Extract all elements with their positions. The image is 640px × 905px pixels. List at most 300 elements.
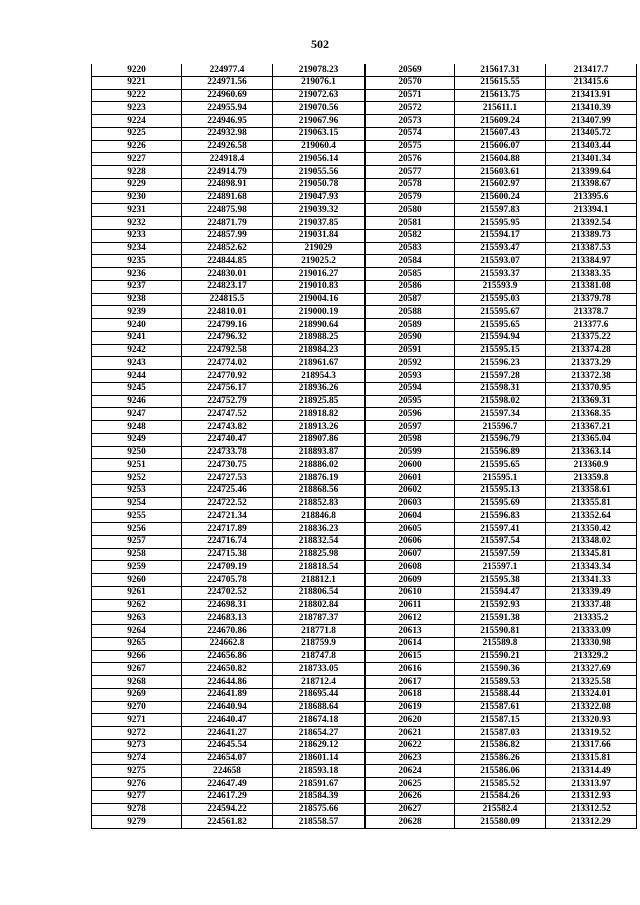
- table-row: [92, 790, 637, 803]
- cell-coord-a-right: 215597.28: [455, 370, 546, 383]
- cell-coord-a-right: 215595.15: [455, 344, 546, 357]
- cell-point-id-left: 9278: [92, 803, 182, 816]
- table-row: [92, 408, 637, 421]
- cell-coord-b-left: 218802.84: [273, 599, 365, 612]
- cell-point-id-right: 20578: [366, 178, 455, 191]
- cell-coord-b-left: 218629.12: [273, 739, 365, 752]
- cell-point-id-left: 9249: [92, 433, 182, 446]
- cell-coord-a-left: 224698.31: [182, 599, 273, 612]
- cell-point-id-left: 9267: [92, 663, 182, 676]
- cell-coord-b-right: 213395.6: [546, 191, 637, 204]
- cell-coord-a-right: 215595.03: [455, 293, 546, 306]
- cell-coord-b-right: 213417.7: [546, 64, 637, 76]
- cell-point-id-left: 9226: [92, 140, 182, 153]
- cell-point-id-left: 9234: [92, 242, 182, 255]
- cell-coord-a-left: 224914.79: [182, 166, 273, 179]
- cell-coord-a-right: 215602.97: [455, 178, 546, 191]
- cell-coord-a-right: 215588.44: [455, 688, 546, 701]
- cell-coord-a-left: 224971.56: [182, 76, 273, 89]
- cell-coord-a-right: 215596.23: [455, 357, 546, 370]
- cell-coord-b-right: 213405.72: [546, 127, 637, 140]
- table-row: [92, 574, 637, 587]
- cell-coord-a-left: 224747.52: [182, 408, 273, 421]
- cell-point-id-right: 20608: [366, 561, 455, 574]
- cell-point-id-right: 20582: [366, 229, 455, 242]
- cell-point-id-right: 20595: [366, 395, 455, 408]
- cell-coord-b-right: 213383.35: [546, 268, 637, 281]
- cell-coord-b-right: 213392.54: [546, 217, 637, 230]
- cell-coord-b-left: 218806.54: [273, 586, 365, 599]
- table-row: [92, 765, 637, 778]
- table-row: [92, 625, 637, 638]
- cell-coord-a-left: 224650.82: [182, 663, 273, 676]
- cell-coord-b-left: 219039.32: [273, 204, 365, 217]
- cell-coord-a-left: 224644.86: [182, 676, 273, 689]
- cell-coord-b-left: 218961.67: [273, 357, 365, 370]
- cell-coord-b-left: 218771.8: [273, 625, 365, 638]
- coordinate-table: [91, 64, 637, 829]
- cell-point-id-left: 9231: [92, 204, 182, 217]
- cell-coord-b-right: 213335.2: [546, 612, 637, 625]
- cell-coord-b-right: 213325.58: [546, 676, 637, 689]
- table-row: [92, 421, 637, 434]
- cell-point-id-right: 20614: [366, 637, 455, 650]
- cell-coord-a-left: 224709.19: [182, 561, 273, 574]
- cell-coord-a-left: 224740.47: [182, 433, 273, 446]
- cell-point-id-left: 9222: [92, 89, 182, 102]
- cell-point-id-right: 20589: [366, 319, 455, 332]
- cell-coord-a-right: 215597.59: [455, 548, 546, 561]
- cell-coord-a-left: 224796.32: [182, 331, 273, 344]
- cell-coord-b-left: 219078.23: [273, 64, 365, 76]
- table-row: [92, 166, 637, 179]
- cell-coord-a-right: 215604.88: [455, 153, 546, 166]
- cell-point-id-left: 9248: [92, 421, 182, 434]
- cell-point-id-right: 20591: [366, 344, 455, 357]
- cell-coord-a-left: 224721.34: [182, 510, 273, 523]
- table-row: [92, 331, 637, 344]
- cell-coord-b-right: 213333.09: [546, 625, 637, 638]
- cell-coord-a-right: 215597.34: [455, 408, 546, 421]
- cell-coord-a-right: 215593.47: [455, 242, 546, 255]
- cell-point-id-left: 9257: [92, 535, 182, 548]
- cell-point-id-left: 9245: [92, 382, 182, 395]
- table-row: [92, 319, 637, 332]
- cell-coord-b-left: 218593.18: [273, 765, 365, 778]
- cell-point-id-right: 20580: [366, 204, 455, 217]
- cell-coord-b-right: 213377.6: [546, 319, 637, 332]
- cell-coord-b-left: 219060.4: [273, 140, 365, 153]
- cell-point-id-left: 9254: [92, 497, 182, 510]
- cell-coord-b-right: 213365.04: [546, 433, 637, 446]
- cell-point-id-right: 20604: [366, 510, 455, 523]
- cell-coord-a-left: 224683.13: [182, 612, 273, 625]
- cell-coord-a-right: 215594.47: [455, 586, 546, 599]
- cell-point-id-left: 9263: [92, 612, 182, 625]
- cell-coord-a-right: 215598.31: [455, 382, 546, 395]
- cell-coord-a-right: 215595.95: [455, 217, 546, 230]
- cell-coord-b-left: 218984.23: [273, 344, 365, 357]
- cell-coord-b-right: 213317.66: [546, 739, 637, 752]
- cell-coord-a-right: 215615.55: [455, 76, 546, 89]
- table-row: [92, 293, 637, 306]
- cell-coord-b-left: 218954.3: [273, 370, 365, 383]
- cell-point-id-left: 9265: [92, 637, 182, 650]
- cell-coord-a-right: 215594.17: [455, 229, 546, 242]
- table-row: [92, 76, 637, 89]
- cell-coord-b-right: 213367.21: [546, 421, 637, 434]
- cell-point-id-left: 9272: [92, 727, 182, 740]
- cell-coord-b-right: 213345.81: [546, 548, 637, 561]
- cell-coord-b-right: 213378.7: [546, 306, 637, 319]
- cell-point-id-right: 20569: [366, 64, 455, 76]
- cell-coord-a-right: 215597.1: [455, 561, 546, 574]
- table-row: [92, 433, 637, 446]
- cell-coord-b-left: 218787.37: [273, 612, 365, 625]
- cell-coord-b-right: 213394.1: [546, 204, 637, 217]
- table-row: [92, 102, 637, 115]
- table-row: [92, 178, 637, 191]
- cell-coord-b-left: 219031.84: [273, 229, 365, 242]
- cell-coord-a-left: 224857.99: [182, 229, 273, 242]
- cell-coord-a-right: 215613.75: [455, 89, 546, 102]
- cell-coord-b-left: 218876.19: [273, 472, 365, 485]
- cell-coord-b-right: 213389.73: [546, 229, 637, 242]
- cell-coord-b-left: 218832.54: [273, 535, 365, 548]
- cell-point-id-right: 20612: [366, 612, 455, 625]
- table-row: [92, 778, 637, 791]
- cell-coord-b-right: 213327.69: [546, 663, 637, 676]
- cell-coord-b-left: 219016.27: [273, 268, 365, 281]
- cell-point-id-left: 9274: [92, 752, 182, 765]
- cell-coord-b-left: 219050.78: [273, 178, 365, 191]
- cell-coord-a-left: 224810.01: [182, 306, 273, 319]
- cell-coord-a-left: 224733.78: [182, 446, 273, 459]
- cell-coord-b-right: 213401.34: [546, 153, 637, 166]
- cell-coord-b-left: 218688.64: [273, 701, 365, 714]
- cell-coord-b-left: 218818.54: [273, 561, 365, 574]
- cell-coord-a-right: 215593.07: [455, 255, 546, 268]
- cell-coord-b-right: 213410.39: [546, 102, 637, 115]
- cell-point-id-right: 20598: [366, 433, 455, 446]
- cell-coord-b-right: 213387.53: [546, 242, 637, 255]
- cell-coord-b-left: 218988.25: [273, 331, 365, 344]
- cell-coord-b-left: 219067.96: [273, 115, 365, 128]
- cell-coord-b-right: 213379.78: [546, 293, 637, 306]
- cell-coord-b-right: 213403.44: [546, 140, 637, 153]
- cell-coord-b-right: 213315.81: [546, 752, 637, 765]
- cell-point-id-left: 9239: [92, 306, 182, 319]
- cell-coord-a-left: 224640.47: [182, 714, 273, 727]
- cell-point-id-left: 9232: [92, 217, 182, 230]
- cell-point-id-right: 20620: [366, 714, 455, 727]
- cell-coord-b-left: 219055.56: [273, 166, 365, 179]
- table-row: [92, 586, 637, 599]
- cell-point-id-right: 20627: [366, 803, 455, 816]
- cell-coord-a-left: 224932.98: [182, 127, 273, 140]
- cell-coord-a-right: 215593.9: [455, 280, 546, 293]
- table-row: [92, 89, 637, 102]
- cell-coord-a-left: 224641.89: [182, 688, 273, 701]
- cell-coord-b-left: 218907.86: [273, 433, 365, 446]
- cell-coord-a-left: 224871.79: [182, 217, 273, 230]
- cell-coord-a-left: 224716.74: [182, 535, 273, 548]
- cell-coord-a-right: 215598.02: [455, 395, 546, 408]
- cell-coord-b-right: 213350.42: [546, 523, 637, 536]
- cell-coord-a-left: 224792.58: [182, 344, 273, 357]
- cell-coord-b-right: 213352.64: [546, 510, 637, 523]
- table-row: [92, 803, 637, 816]
- cell-coord-a-right: 215589.8: [455, 637, 546, 650]
- cell-coord-b-left: 218990.64: [273, 319, 365, 332]
- cell-coord-b-right: 213384.97: [546, 255, 637, 268]
- table-row: [92, 229, 637, 242]
- cell-point-id-left: 9246: [92, 395, 182, 408]
- cell-coord-a-left: 224823.17: [182, 280, 273, 293]
- table-row: [92, 637, 637, 650]
- cell-coord-a-right: 215596.79: [455, 433, 546, 446]
- cell-point-id-left: 9268: [92, 676, 182, 689]
- table-row: [92, 650, 637, 663]
- table-row: [92, 727, 637, 740]
- table-row: [92, 497, 637, 510]
- cell-coord-a-right: 215595.67: [455, 306, 546, 319]
- cell-point-id-left: 9227: [92, 153, 182, 166]
- cell-coord-b-right: 213372.38: [546, 370, 637, 383]
- cell-coord-b-right: 213413.91: [546, 89, 637, 102]
- cell-coord-a-left: 224702.52: [182, 586, 273, 599]
- cell-coord-a-right: 215597.83: [455, 204, 546, 217]
- cell-point-id-left: 9236: [92, 268, 182, 281]
- cell-point-id-right: 20602: [366, 484, 455, 497]
- cell-coord-a-right: 215595.38: [455, 574, 546, 587]
- cell-point-id-right: 20626: [366, 790, 455, 803]
- cell-coord-a-left: 224770.92: [182, 370, 273, 383]
- table-row: [92, 153, 637, 166]
- cell-coord-b-right: 213363.14: [546, 446, 637, 459]
- cell-coord-a-right: 215593.37: [455, 268, 546, 281]
- table-row: [92, 446, 637, 459]
- cell-point-id-left: 9275: [92, 765, 182, 778]
- cell-coord-b-right: 213348.02: [546, 535, 637, 548]
- cell-coord-b-left: 219063.15: [273, 127, 365, 140]
- cell-coord-a-left: 224658: [182, 765, 273, 778]
- cell-coord-a-right: 215597.41: [455, 523, 546, 536]
- cell-point-id-left: 9253: [92, 484, 182, 497]
- cell-coord-a-left: 224752.79: [182, 395, 273, 408]
- table-row: [92, 268, 637, 281]
- cell-coord-a-left: 224977.4: [182, 64, 273, 76]
- cell-point-id-left: 9264: [92, 625, 182, 638]
- table-row: [92, 663, 637, 676]
- cell-coord-a-right: 215617.31: [455, 64, 546, 76]
- cell-coord-a-left: 224891.68: [182, 191, 273, 204]
- cell-coord-b-right: 213398.67: [546, 178, 637, 191]
- cell-coord-b-right: 213312.93: [546, 790, 637, 803]
- table-row: [92, 548, 637, 561]
- cell-point-id-right: 20615: [366, 650, 455, 663]
- cell-point-id-right: 20597: [366, 421, 455, 434]
- cell-point-id-left: 9235: [92, 255, 182, 268]
- cell-coord-b-left: 218812.1: [273, 574, 365, 587]
- cell-point-id-right: 20603: [366, 497, 455, 510]
- cell-coord-b-left: 218584.39: [273, 790, 365, 803]
- table-row: [92, 382, 637, 395]
- cell-point-id-right: 20584: [366, 255, 455, 268]
- cell-coord-a-right: 215596.89: [455, 446, 546, 459]
- cell-coord-a-right: 215589.53: [455, 676, 546, 689]
- cell-coord-a-left: 224561.82: [182, 816, 273, 829]
- cell-coord-b-right: 213355.81: [546, 497, 637, 510]
- cell-point-id-right: 20577: [366, 166, 455, 179]
- table-row: [92, 484, 637, 497]
- cell-coord-b-right: 213320.93: [546, 714, 637, 727]
- cell-point-id-right: 20623: [366, 752, 455, 765]
- cell-point-id-right: 20616: [366, 663, 455, 676]
- cell-coord-a-right: 215600.24: [455, 191, 546, 204]
- cell-coord-a-left: 224875.98: [182, 204, 273, 217]
- cell-point-id-right: 20621: [366, 727, 455, 740]
- cell-point-id-right: 20617: [366, 676, 455, 689]
- cell-coord-a-right: 215611.1: [455, 102, 546, 115]
- cell-point-id-left: 9276: [92, 778, 182, 791]
- cell-coord-a-left: 224641.27: [182, 727, 273, 740]
- cell-coord-b-left: 218836.23: [273, 523, 365, 536]
- table-row: [92, 816, 637, 829]
- cell-coord-a-left: 224830.01: [182, 268, 273, 281]
- cell-coord-b-right: 213312.52: [546, 803, 637, 816]
- table-row: [92, 306, 637, 319]
- cell-coord-a-left: 224844.85: [182, 255, 273, 268]
- table-row: [92, 535, 637, 548]
- cell-coord-a-left: 224645.54: [182, 739, 273, 752]
- cell-point-id-right: 20570: [366, 76, 455, 89]
- cell-coord-b-right: 213341.33: [546, 574, 637, 587]
- table-row: [92, 280, 637, 293]
- table-row: [92, 676, 637, 689]
- cell-coord-b-right: 213415.6: [546, 76, 637, 89]
- cell-coord-b-left: 219000.19: [273, 306, 365, 319]
- cell-coord-a-left: 224594.22: [182, 803, 273, 816]
- cell-coord-a-left: 224774.02: [182, 357, 273, 370]
- cell-point-id-left: 9233: [92, 229, 182, 242]
- cell-point-id-left: 9266: [92, 650, 182, 663]
- cell-coord-a-right: 215596.83: [455, 510, 546, 523]
- cell-point-id-right: 20575: [366, 140, 455, 153]
- cell-coord-b-left: 219070.56: [273, 102, 365, 115]
- cell-coord-b-left: 219047.93: [273, 191, 365, 204]
- cell-coord-b-left: 218674.18: [273, 714, 365, 727]
- cell-coord-a-right: 215586.26: [455, 752, 546, 765]
- cell-coord-a-right: 215606.07: [455, 140, 546, 153]
- cell-coord-a-right: 215609.24: [455, 115, 546, 128]
- table-row: [92, 64, 637, 76]
- cell-coord-a-right: 215595.69: [455, 497, 546, 510]
- cell-point-id-right: 20601: [366, 472, 455, 485]
- cell-coord-a-right: 215585.52: [455, 778, 546, 791]
- cell-point-id-right: 20590: [366, 331, 455, 344]
- cell-coord-a-right: 215596.7: [455, 421, 546, 434]
- cell-coord-a-left: 224946.95: [182, 115, 273, 128]
- cell-point-id-right: 20606: [366, 535, 455, 548]
- cell-coord-a-left: 224654.07: [182, 752, 273, 765]
- cell-coord-a-left: 224960.69: [182, 89, 273, 102]
- cell-point-id-right: 20586: [366, 280, 455, 293]
- table-row: [92, 370, 637, 383]
- cell-coord-b-left: 219010.83: [273, 280, 365, 293]
- cell-coord-b-left: 218558.57: [273, 816, 365, 829]
- cell-point-id-left: 9256: [92, 523, 182, 536]
- cell-point-id-right: 20592: [366, 357, 455, 370]
- table-row: [92, 510, 637, 523]
- cell-coord-b-left: 218886.02: [273, 459, 365, 472]
- cell-point-id-right: 20593: [366, 370, 455, 383]
- cell-point-id-left: 9250: [92, 446, 182, 459]
- cell-coord-b-right: 213322.08: [546, 701, 637, 714]
- cell-coord-a-left: 224918.4: [182, 153, 273, 166]
- cell-coord-b-right: 213375.22: [546, 331, 637, 344]
- cell-coord-a-left: 224670.86: [182, 625, 273, 638]
- cell-coord-a-left: 224815.5: [182, 293, 273, 306]
- cell-coord-b-right: 213329.2: [546, 650, 637, 663]
- cell-point-id-left: 9255: [92, 510, 182, 523]
- cell-coord-b-right: 213314.49: [546, 765, 637, 778]
- cell-coord-b-right: 213319.52: [546, 727, 637, 740]
- cell-coord-a-left: 224730.75: [182, 459, 273, 472]
- cell-coord-b-left: 218654.27: [273, 727, 365, 740]
- cell-coord-a-right: 215595.65: [455, 459, 546, 472]
- cell-coord-b-right: 213399.64: [546, 166, 637, 179]
- cell-coord-b-left: 218925.85: [273, 395, 365, 408]
- table-row: [92, 523, 637, 536]
- cell-point-id-right: 20609: [366, 574, 455, 587]
- cell-point-id-right: 20574: [366, 127, 455, 140]
- cell-coord-a-right: 215584.26: [455, 790, 546, 803]
- cell-coord-a-left: 224656.86: [182, 650, 273, 663]
- cell-coord-a-right: 215587.15: [455, 714, 546, 727]
- cell-coord-b-left: 218918.82: [273, 408, 365, 421]
- cell-coord-a-right: 215590.81: [455, 625, 546, 638]
- cell-coord-a-right: 215587.03: [455, 727, 546, 740]
- cell-coord-a-right: 215591.38: [455, 612, 546, 625]
- cell-point-id-right: 20624: [366, 765, 455, 778]
- cell-point-id-right: 20613: [366, 625, 455, 638]
- cell-coord-b-right: 213373.29: [546, 357, 637, 370]
- cell-coord-a-left: 224705.78: [182, 574, 273, 587]
- cell-coord-b-right: 213368.35: [546, 408, 637, 421]
- cell-coord-a-right: 215595.13: [455, 484, 546, 497]
- cell-coord-a-left: 224756.17: [182, 382, 273, 395]
- cell-point-id-left: 9277: [92, 790, 182, 803]
- cell-point-id-right: 20599: [366, 446, 455, 459]
- cell-coord-b-left: 218601.14: [273, 752, 365, 765]
- table-row: [92, 561, 637, 574]
- cell-point-id-left: 9261: [92, 586, 182, 599]
- table-row: [92, 472, 637, 485]
- cell-coord-b-right: 213330.98: [546, 637, 637, 650]
- cell-point-id-left: 9241: [92, 331, 182, 344]
- cell-coord-a-left: 224640.94: [182, 701, 273, 714]
- cell-coord-a-left: 224926.58: [182, 140, 273, 153]
- cell-coord-a-left: 224955.94: [182, 102, 273, 115]
- cell-point-id-left: 9260: [92, 574, 182, 587]
- cell-coord-a-right: 215586.82: [455, 739, 546, 752]
- cell-point-id-right: 20618: [366, 688, 455, 701]
- table-row: [92, 115, 637, 128]
- cell-point-id-left: 9269: [92, 688, 182, 701]
- cell-coord-b-right: 213312.29: [546, 816, 637, 829]
- cell-point-id-left: 9262: [92, 599, 182, 612]
